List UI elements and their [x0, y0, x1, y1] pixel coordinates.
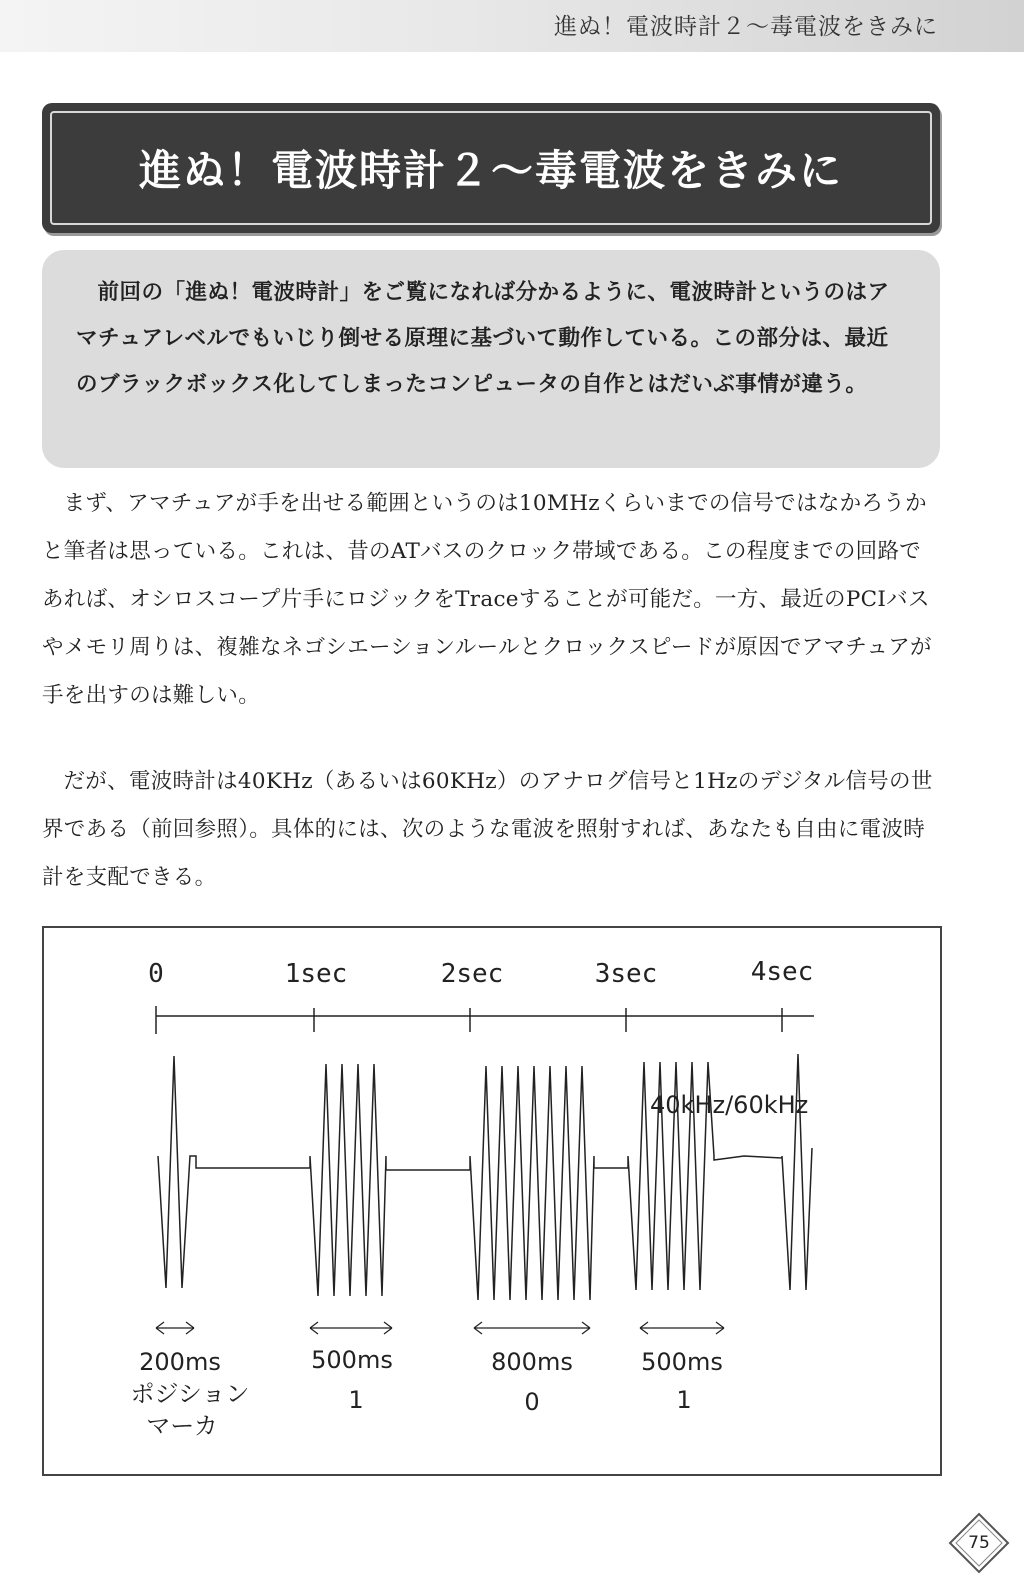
pulse-bit-3: 0 [524, 1388, 540, 1416]
pulse-bit-2: 1 [348, 1386, 364, 1414]
pulse-duration-1: 200ms [139, 1348, 221, 1376]
duration-arrows [156, 1322, 724, 1334]
time-label-3: 3sec [594, 959, 658, 989]
title-box [42, 103, 940, 233]
carrier-label: 40kHz/60kHz [650, 1091, 809, 1119]
pulse-bit-4: 1 [676, 1386, 692, 1414]
body-paragraph-1: まず、アマチュアが手を出せる範囲というのは10MHzくらいまでの信号ではなかろうかと筆者は思っている。これは、昔のATバスのクロック帯域である。この程度までの回路であれば、オシロスコープ片手にロジックをTraceすることが可能だ。一方、最近のPCIバスやメモリ周りは、複雑なネゴシエーションルールとクロックスピードが原因でアマチュアが手を出すのは難しい。 [42, 491, 932, 708]
signal-diagram [44, 928, 940, 1474]
pulse-duration-4: 500ms [641, 1348, 723, 1376]
lead-box [42, 250, 940, 468]
pulse-duration-2: 500ms [311, 1346, 393, 1374]
pulse-duration-3: 800ms [491, 1348, 573, 1376]
body-paragraph-2: だが、電波時計は40KHz（あるいは60KHz）のアナログ信号と1Hzのデジタル信号の世界である（前回参照）。具体的には、次のような電波を照射すれば、あなたも自由に電波時計を支配できる。 [42, 769, 933, 890]
pulse-meaning-1: ポジション [130, 1380, 250, 1408]
time-label-0: 0 [148, 959, 164, 989]
pulse-meaning-1b: マーカ [146, 1412, 218, 1440]
time-axis [156, 1006, 814, 1034]
page-title: 進ぬ！電波時計２〜毒電波をきみに [138, 146, 843, 195]
time-label-1: 1sec [284, 959, 348, 989]
running-head: 進ぬ！電波時計２〜毒電波をきみに [554, 14, 938, 40]
time-label-4: 4sec [750, 957, 814, 987]
time-label-2: 2sec [440, 959, 504, 989]
title-frame [50, 111, 932, 225]
lead-text: 前回の「進ぬ！電波時計」をご覧になれば分かるように、電波時計というのはアマチュアレベルでもいじり倒せる原理に基づいて動作している。この部分は、最近のブラックボックス化してしまったコンピュータの自作とはだいぶ事情が違う。 [76, 280, 890, 397]
signal-figure [42, 926, 942, 1476]
page-number: 75 [968, 1533, 990, 1553]
page-number-badge [948, 1512, 1010, 1574]
